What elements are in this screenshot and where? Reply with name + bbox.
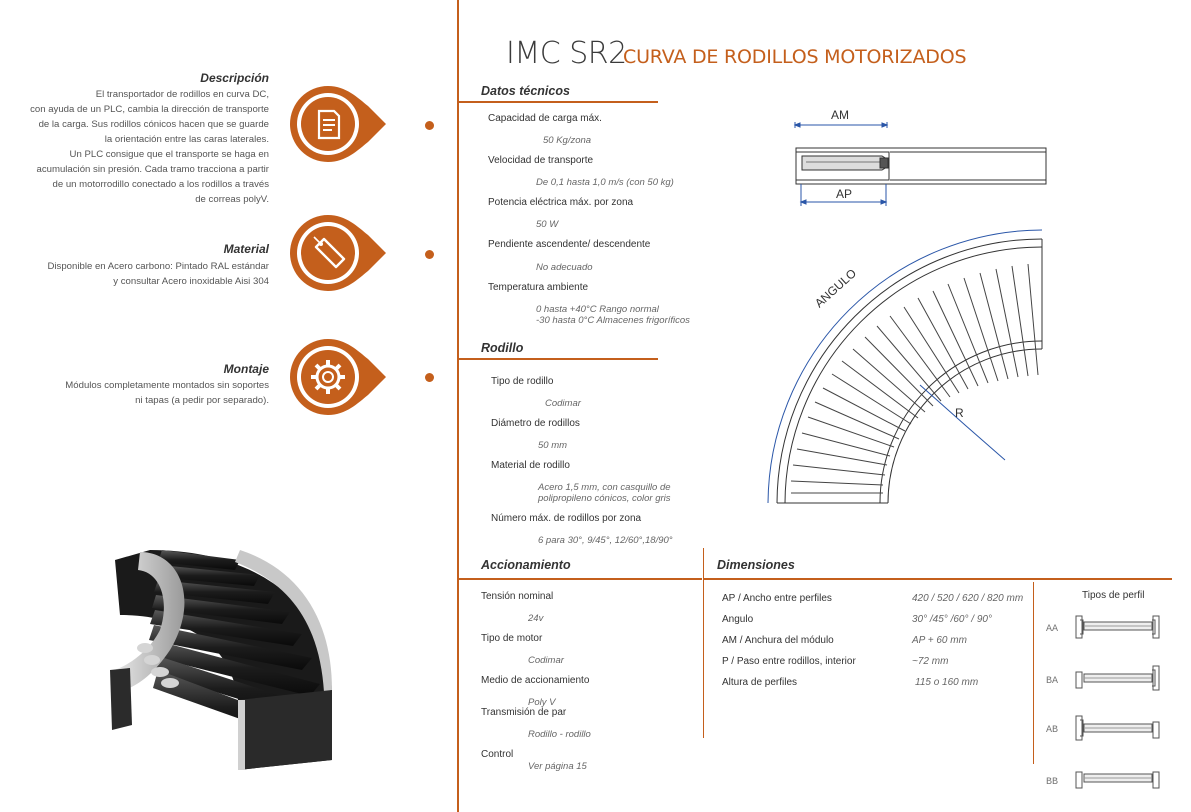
angulo-label: ANGULO: [812, 266, 860, 311]
spec-label: Material de rodillo: [491, 460, 570, 471]
dimensiones-title: Dimensiones: [717, 558, 795, 572]
dim-value: 30° /45° /60° / 90°: [912, 614, 992, 625]
profile-label-ba: BA: [1046, 676, 1059, 687]
conveyor-product-image: [70, 520, 360, 780]
descripcion-line: El transportador de rodillos en curva DC,: [95, 89, 269, 100]
profile-bb-icon: [1076, 772, 1159, 788]
model-title: IMC SR2: [506, 36, 627, 71]
tipos-perfil-title: Tipos de perfil: [1082, 590, 1145, 601]
dim-label: Angulo: [722, 614, 754, 625]
spec-value: 6 para 30°, 9/45°, 12/60°,18/90°: [538, 535, 673, 546]
spec-label: Tensión nominal: [481, 591, 554, 602]
montaje-title: Montaje: [223, 362, 269, 376]
datos-tecnicos-rule: [459, 101, 658, 103]
descripcion-line: de un motorrodillo conectado a los rodillos a través: [52, 179, 269, 190]
side-view-drawing: [760, 100, 1060, 210]
descripcion-line: con ayuda de un PLC, cambia la dirección de transporte: [30, 104, 269, 115]
spec-value: Codimar: [528, 655, 564, 666]
material-line: y consultar Acero inoxidable Aisi 304: [113, 276, 269, 287]
spec-label: Medio de accionamiento: [481, 675, 590, 686]
spec-value: Rodillo - rodillo: [528, 729, 591, 740]
descripcion-line: acumulación sin presión. Cada tramo tracciona a partir: [36, 164, 269, 175]
descripcion-text: [30, 87, 269, 207]
profile-ba-icon: [1076, 666, 1159, 690]
dim-value: 115 o 160 mm: [915, 677, 979, 688]
dim-label: Altura de perfiles: [722, 677, 798, 688]
section-divider: [703, 548, 704, 738]
descripcion-line: de la carga. Sus rodillos cónicos hacen que se guarde: [38, 119, 269, 130]
spec-value: No adecuado: [536, 262, 593, 273]
descripcion-dot: [425, 121, 434, 130]
profile-label-ab: AB: [1046, 725, 1059, 736]
spec-value: De 0,1 hasta 1,0 m/s (con 50 kg): [536, 177, 674, 188]
profile-aa-icon: [1076, 616, 1159, 638]
descripcion-title: Descripción: [200, 71, 269, 85]
spec-value: Codimar: [545, 398, 581, 409]
profile-label-bb: BB: [1046, 777, 1059, 788]
dim-label: AP / Ancho entre perfiles: [722, 593, 832, 604]
material-title: Material: [223, 242, 269, 256]
spec-label: Velocidad de transporte: [488, 155, 594, 166]
spec-value: 50 W: [536, 219, 559, 230]
spec-label: Tipo de rodillo: [491, 376, 554, 387]
montaje-line: Módulos completamente montados sin soportes: [65, 380, 269, 391]
product-subtitle: CURVA DE RODILLOS MOTORIZADOS: [623, 46, 967, 68]
spec-value: 50 mm: [538, 440, 568, 451]
spec-label: Control: [481, 749, 514, 760]
profile-ab-icon: [1076, 716, 1159, 740]
profile-divider: [1033, 582, 1034, 764]
descripcion-line: de correas polyV.: [195, 194, 269, 205]
spec-label: Diámetro de rodillos: [491, 418, 580, 429]
ap-label: AP: [836, 187, 853, 201]
material-dot: [425, 250, 434, 259]
spec-label: Temperatura ambiente: [488, 282, 589, 293]
rodillo-rule: [459, 358, 658, 360]
spec-value: Ver página 15: [528, 761, 587, 772]
r-label: R: [955, 406, 964, 420]
spec-value: Poly V: [528, 697, 556, 708]
descripcion-line: Un PLC consigue que el transporte se haga en: [69, 149, 269, 160]
rodillo-title: Rodillo: [481, 341, 524, 355]
accionamiento-title: Accionamiento: [481, 558, 571, 572]
spec-label: Número máx. de rodillos por zona: [491, 513, 642, 524]
spec-value: 0 hasta +40°C Rango normal: [536, 304, 659, 315]
spec-label: Potencia eléctrica máx. por zona: [488, 197, 634, 208]
spec-value: -30 hasta 0°C Almacenes frigoríficos: [536, 315, 690, 326]
dim-label: P / Paso entre rodillos, interior: [722, 656, 856, 667]
am-label: AM: [831, 108, 849, 122]
montaje-dot: [425, 373, 434, 382]
material-text: [47, 259, 269, 289]
gear-icon: [288, 337, 388, 417]
dim-label: AM / Anchura del módulo: [722, 635, 834, 646]
montaje-text: [65, 378, 269, 408]
vertical-divider: [457, 0, 459, 812]
descripcion-line: la orientación entre las caras laterales.: [104, 134, 269, 145]
spec-label: Pendiente ascendente/ descendente: [488, 239, 651, 250]
spec-label: Capacidad de carga máx.: [488, 113, 602, 124]
profile-drawings: [1070, 612, 1165, 802]
spec-value: 50 Kg/zona: [543, 135, 592, 146]
spec-value: polipropileno cónicos, color gris: [538, 493, 671, 504]
profile-label-aa: AA: [1046, 624, 1059, 635]
montaje-line: ni tapas (a pedir por separado).: [135, 395, 269, 406]
curve-plan-drawing: [755, 225, 1055, 515]
datos-tecnicos-title: Datos técnicos: [481, 84, 570, 98]
document-icon: [288, 84, 388, 164]
price-tag-icon: [288, 213, 388, 293]
spec-label: Tipo de motor: [481, 633, 543, 644]
dim-value: 420 / 520 / 620 / 820 mm: [912, 593, 1024, 604]
accionamiento-rule: [459, 578, 702, 580]
spec-value: 24v: [528, 613, 544, 624]
dim-value: ~72 mm: [912, 656, 949, 667]
dimensiones-rule: [704, 578, 1172, 580]
dim-value: AP + 60 mm: [912, 635, 967, 646]
material-line: Disponible en Acero carbono: Pintado RAL estándar: [47, 261, 269, 272]
spec-value: Acero 1,5 mm, con casquillo de: [538, 482, 671, 493]
spec-label: Transmisión de par: [481, 707, 567, 718]
